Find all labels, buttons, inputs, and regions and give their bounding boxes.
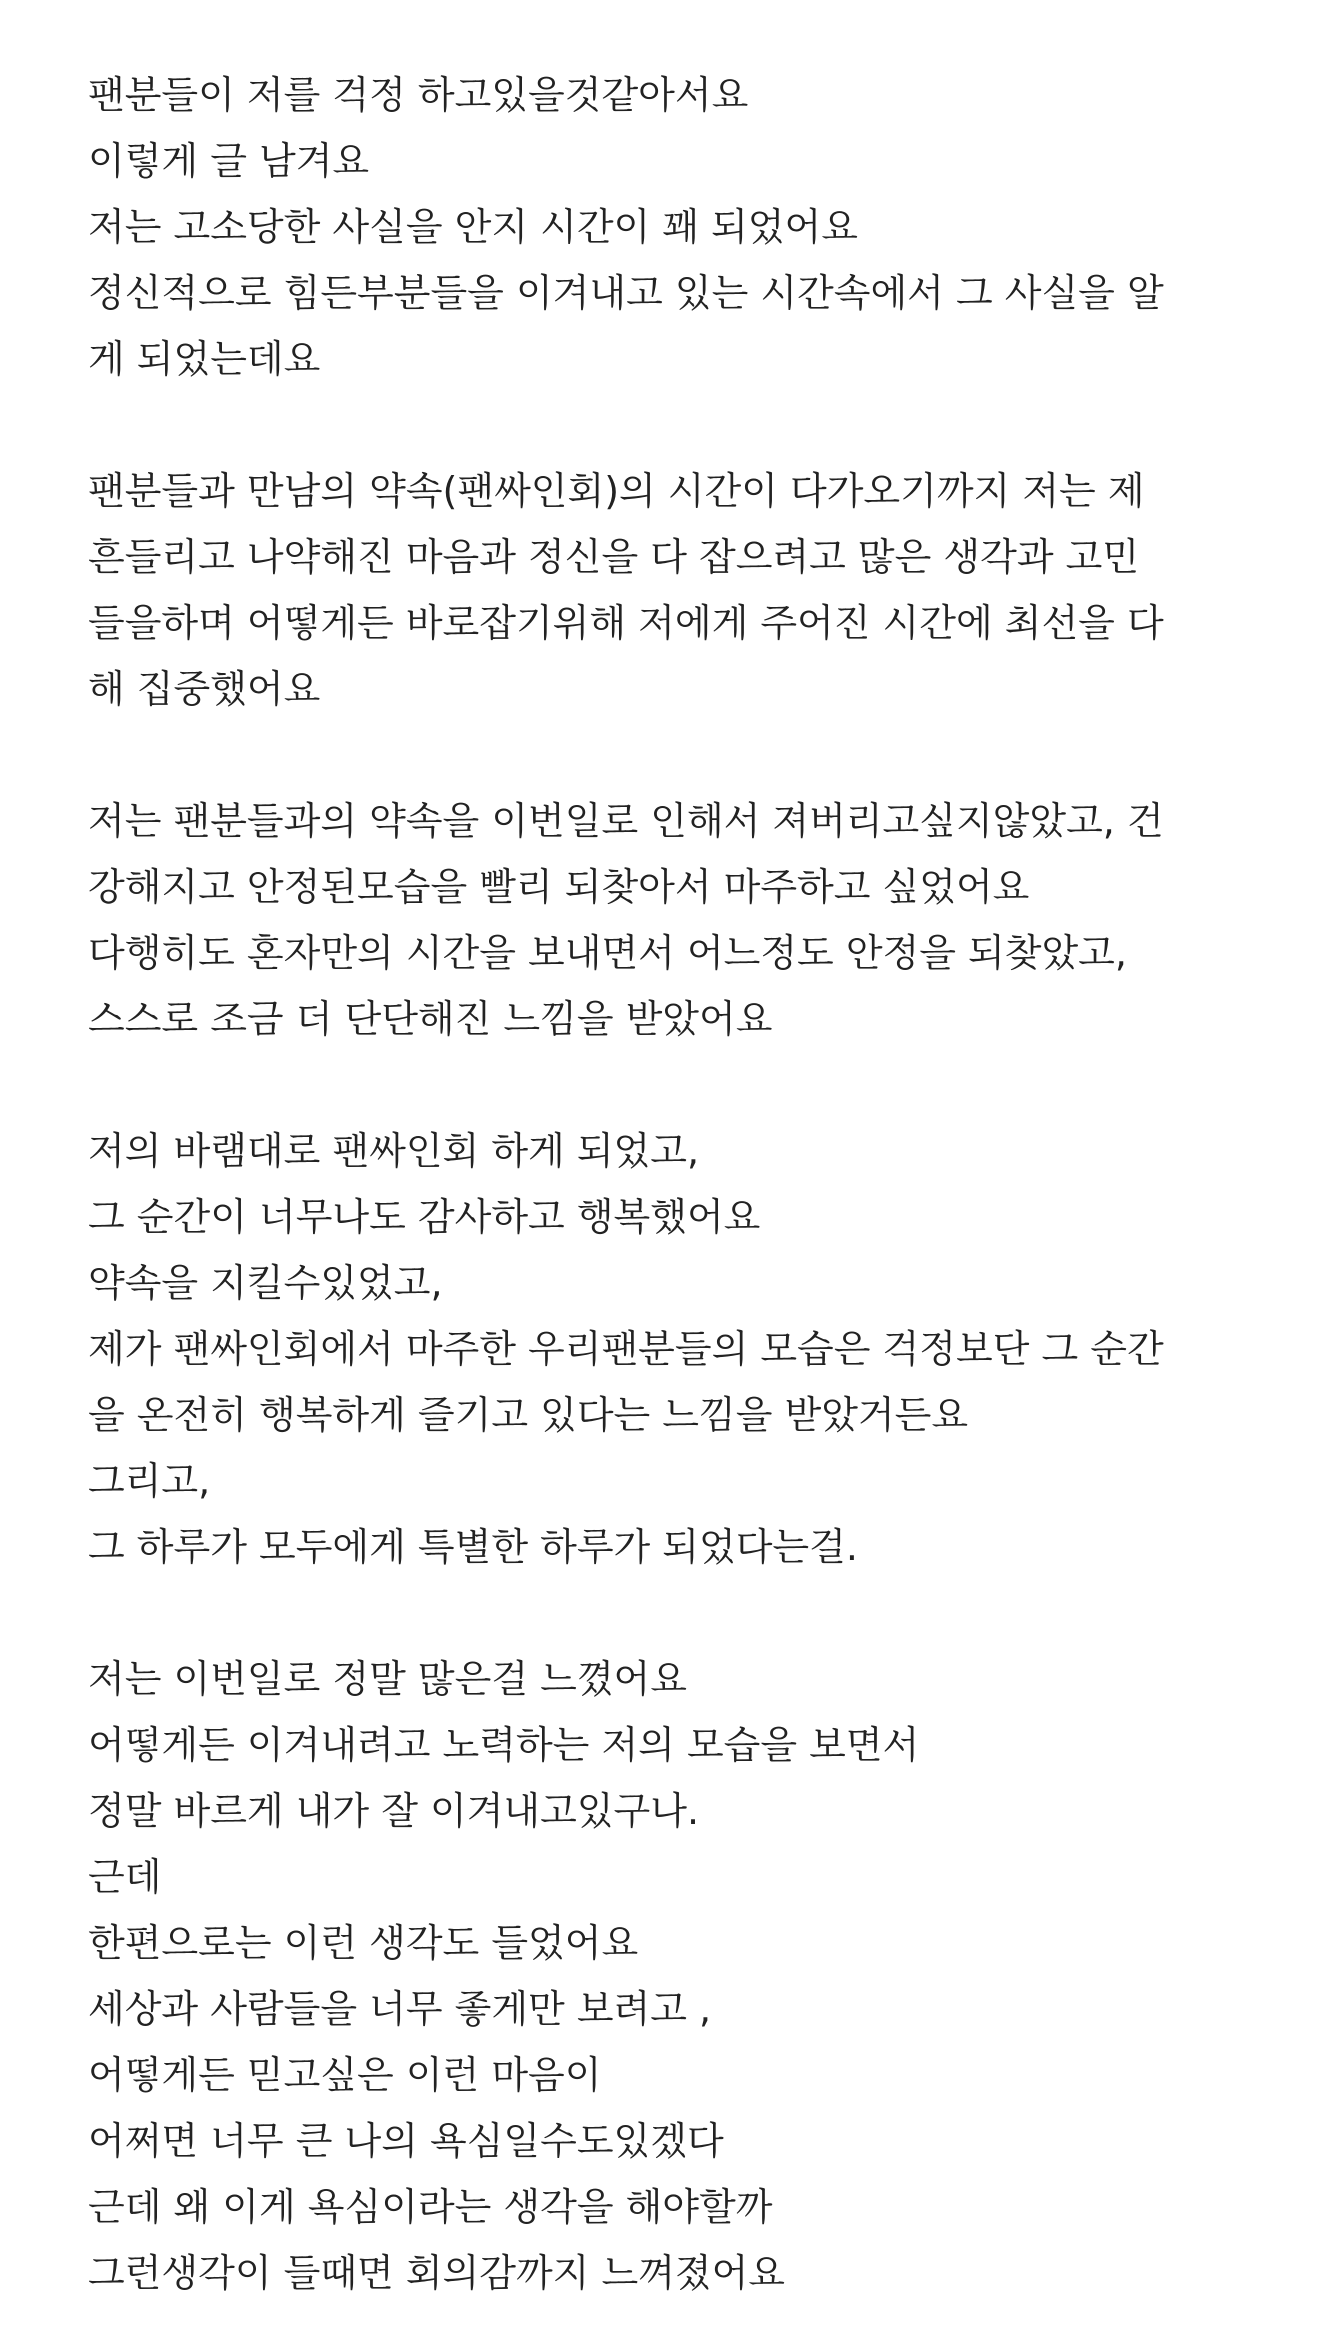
text-line: 저의 바램대로 팬싸인회 하게 되었고,: [88, 1129, 700, 1173]
text-line: 팬분들과 만남의 약속(팬싸인회)의 시간이 다가오기까지 저는 제: [88, 469, 1145, 513]
text-line: 정말 바르게 내가 잘 이겨내고있구나.: [88, 1789, 700, 1833]
text-line: 근데: [88, 1855, 162, 1899]
paragraph-break: [88, 392, 1288, 458]
text-line: 제가 팬싸인회에서 마주한 우리팬분들의 모습은 걱정보단 그 순간: [88, 1327, 1164, 1371]
text-line: 정신적으로 힘든부분들을 이겨내고 있는 시간속에서 그 사실을 알: [88, 271, 1164, 315]
paragraph-break: [88, 1052, 1288, 1118]
text-line: 팬분들이 저를 걱정 하고있을것같아서요: [88, 73, 749, 117]
text-line: 을 온전히 행복하게 즐기고 있다는 느낌을 받았거든요: [88, 1393, 969, 1437]
text-line: 스스로 조금 더 단단해진 느낌을 받았어요: [88, 997, 773, 1041]
text-line: 이렇게 글 남겨요: [88, 139, 370, 183]
text-line: 다행히도 혼자만의 시간을 보내면서 어느정도 안정을 되찾았고,: [88, 931, 1127, 975]
text-line: 어떻게든 이겨내려고 노력하는 저의 모습을 보면서: [88, 1723, 920, 1767]
text-line: 그런생각이 들때면 회의감까지 느껴졌어요: [88, 2251, 785, 2295]
paragraph-break: [88, 722, 1288, 788]
text-line: 근데 왜 이게 욕심이라는 생각을 해야할까: [88, 2185, 773, 2229]
text-line: 그 하루가 모두에게 특별한 하루가 되었다는걸.: [88, 1525, 858, 1569]
paragraph-break: [88, 1580, 1288, 1646]
text-line: 그리고,: [88, 1459, 211, 1503]
text-line: 저는 고소당한 사실을 안지 시간이 꽤 되었어요: [88, 205, 858, 249]
text-line: 약속을 지킬수있었고,: [88, 1261, 443, 1305]
text-line: 흔들리고 나약해진 마음과 정신을 다 잡으려고 많은 생각과 고민: [88, 535, 1140, 579]
text-line: 게 되었는데요: [88, 337, 321, 381]
text-line: 저는 팬분들과의 약속을 이번일로 인해서 져버리고싶지않았고, 건: [88, 799, 1164, 843]
text-line: 어쩌면 너무 큰 나의 욕심일수도있겠다: [88, 2119, 724, 2163]
text-line: 어떻게든 믿고싶은 이런 마음이: [88, 2053, 602, 2097]
text-line: 강해지고 안정된모습을 빨리 되찾아서 마주하고 싶었어요: [88, 865, 1030, 909]
text-line: 그 순간이 너무나도 감사하고 행복했어요: [88, 1195, 761, 1239]
post-body: [88, 62, 1288, 2306]
text-line: 해 집중했어요: [88, 667, 321, 711]
text-line: 한편으로는 이런 생각도 들었어요: [88, 1921, 639, 1965]
text-line: 저는 이번일로 정말 많은걸 느꼈어요: [88, 1657, 687, 1701]
text-line: 세상과 사람들을 너무 좋게만 보려고 ,: [88, 1987, 712, 2031]
text-line: 들을하며 어떻게든 바로잡기위해 저에게 주어진 시간에 최선을 다: [88, 601, 1164, 645]
